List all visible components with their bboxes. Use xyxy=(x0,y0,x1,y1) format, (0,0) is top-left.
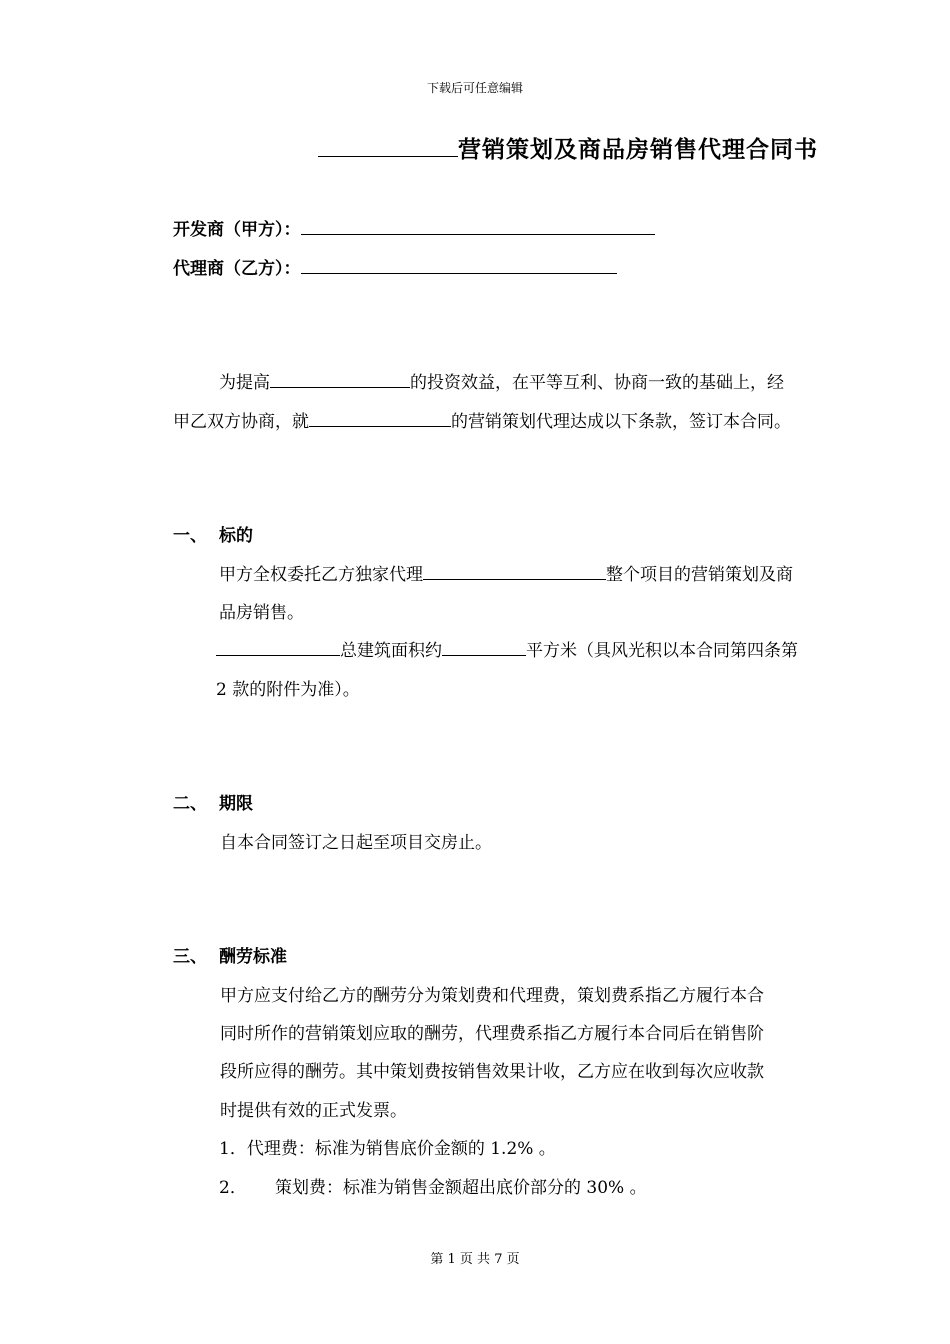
clause-text: 甲方全权委托乙方独家代理 xyxy=(219,565,423,585)
intro-blank-1[interactable] xyxy=(270,369,410,388)
intro-text: 的营销策划代理达成以下条款，签订本合同。 xyxy=(451,412,791,432)
developer-blank[interactable] xyxy=(301,216,655,235)
item-text: 策划费：标准为销售金额超出底价部分的 30% 。 xyxy=(275,1178,647,1198)
section-3-heading xyxy=(173,942,287,967)
developer-line xyxy=(173,215,655,240)
title-blank[interactable] xyxy=(318,132,458,157)
page-header-note: 下载后可任意编辑 xyxy=(426,81,523,95)
section-3-line: 时提供有效的正式发票。 xyxy=(220,1101,407,1121)
item-number: 2． xyxy=(219,1178,247,1198)
section-1-line: 2 款的附件为准）。 xyxy=(216,680,360,700)
intro-text: 的投资效益，在平等互利、协商一致的基础上，经 xyxy=(410,373,784,393)
section-number: 二、 xyxy=(173,794,207,814)
agent-line xyxy=(173,254,617,279)
section-3-line: 甲方应支付给乙方的酬劳分为策划费和代理费，策划费系指乙方履行本合 xyxy=(220,986,764,1006)
section-title: 酬劳标准 xyxy=(219,947,287,967)
project-name-blank[interactable] xyxy=(423,561,606,580)
section-1-line xyxy=(219,560,793,585)
section-title: 期限 xyxy=(219,794,253,814)
section-1-heading xyxy=(173,521,253,546)
section-title: 标的 xyxy=(219,526,253,546)
page-footer: 第 1 页 共 7 页 xyxy=(430,1252,520,1267)
intro-text: 甲乙双方协商，就 xyxy=(173,412,309,432)
document-title xyxy=(318,131,818,164)
agent-blank[interactable] xyxy=(301,255,617,274)
section-3-line: 段所应得的酬劳。其中策划费按销售效果计收，乙方应在收到每次应收款 xyxy=(220,1062,764,1082)
title-text: 营销策划及商品房销售代理合同书 xyxy=(458,136,818,163)
area-blank[interactable] xyxy=(442,637,526,656)
agent-label: 代理商（乙方）： xyxy=(173,259,301,279)
section-2-heading xyxy=(173,789,253,814)
section-number: 一、 xyxy=(173,526,207,546)
section-number: 三、 xyxy=(173,947,207,967)
intro-text: 为提高 xyxy=(219,373,270,393)
fee-item-1: 1．代理费：标准为销售底价金额的 1.2% 。 xyxy=(219,1139,556,1159)
clause-text: 总建筑面积约 xyxy=(340,641,442,661)
section-3-line: 同时所作的营销策划应取的酬劳，代理费系指乙方履行本合同后在销售阶 xyxy=(220,1024,764,1044)
section-1-line xyxy=(216,636,798,661)
intro-blank-2[interactable] xyxy=(309,408,451,427)
location-blank[interactable] xyxy=(216,637,340,656)
intro-line-2 xyxy=(173,407,791,432)
section-2-line: 自本合同签订之日起至项目交房止。 xyxy=(220,833,492,853)
section-1-line: 品房销售。 xyxy=(219,603,304,623)
developer-label: 开发商（甲方）： xyxy=(173,220,301,240)
fee-item-2 xyxy=(219,1173,647,1198)
intro-line-1 xyxy=(219,368,784,393)
clause-text: 整个项目的营销策划及商 xyxy=(606,565,793,585)
clause-text: 平方米（具风光积以本合同第四条第 xyxy=(526,641,798,661)
